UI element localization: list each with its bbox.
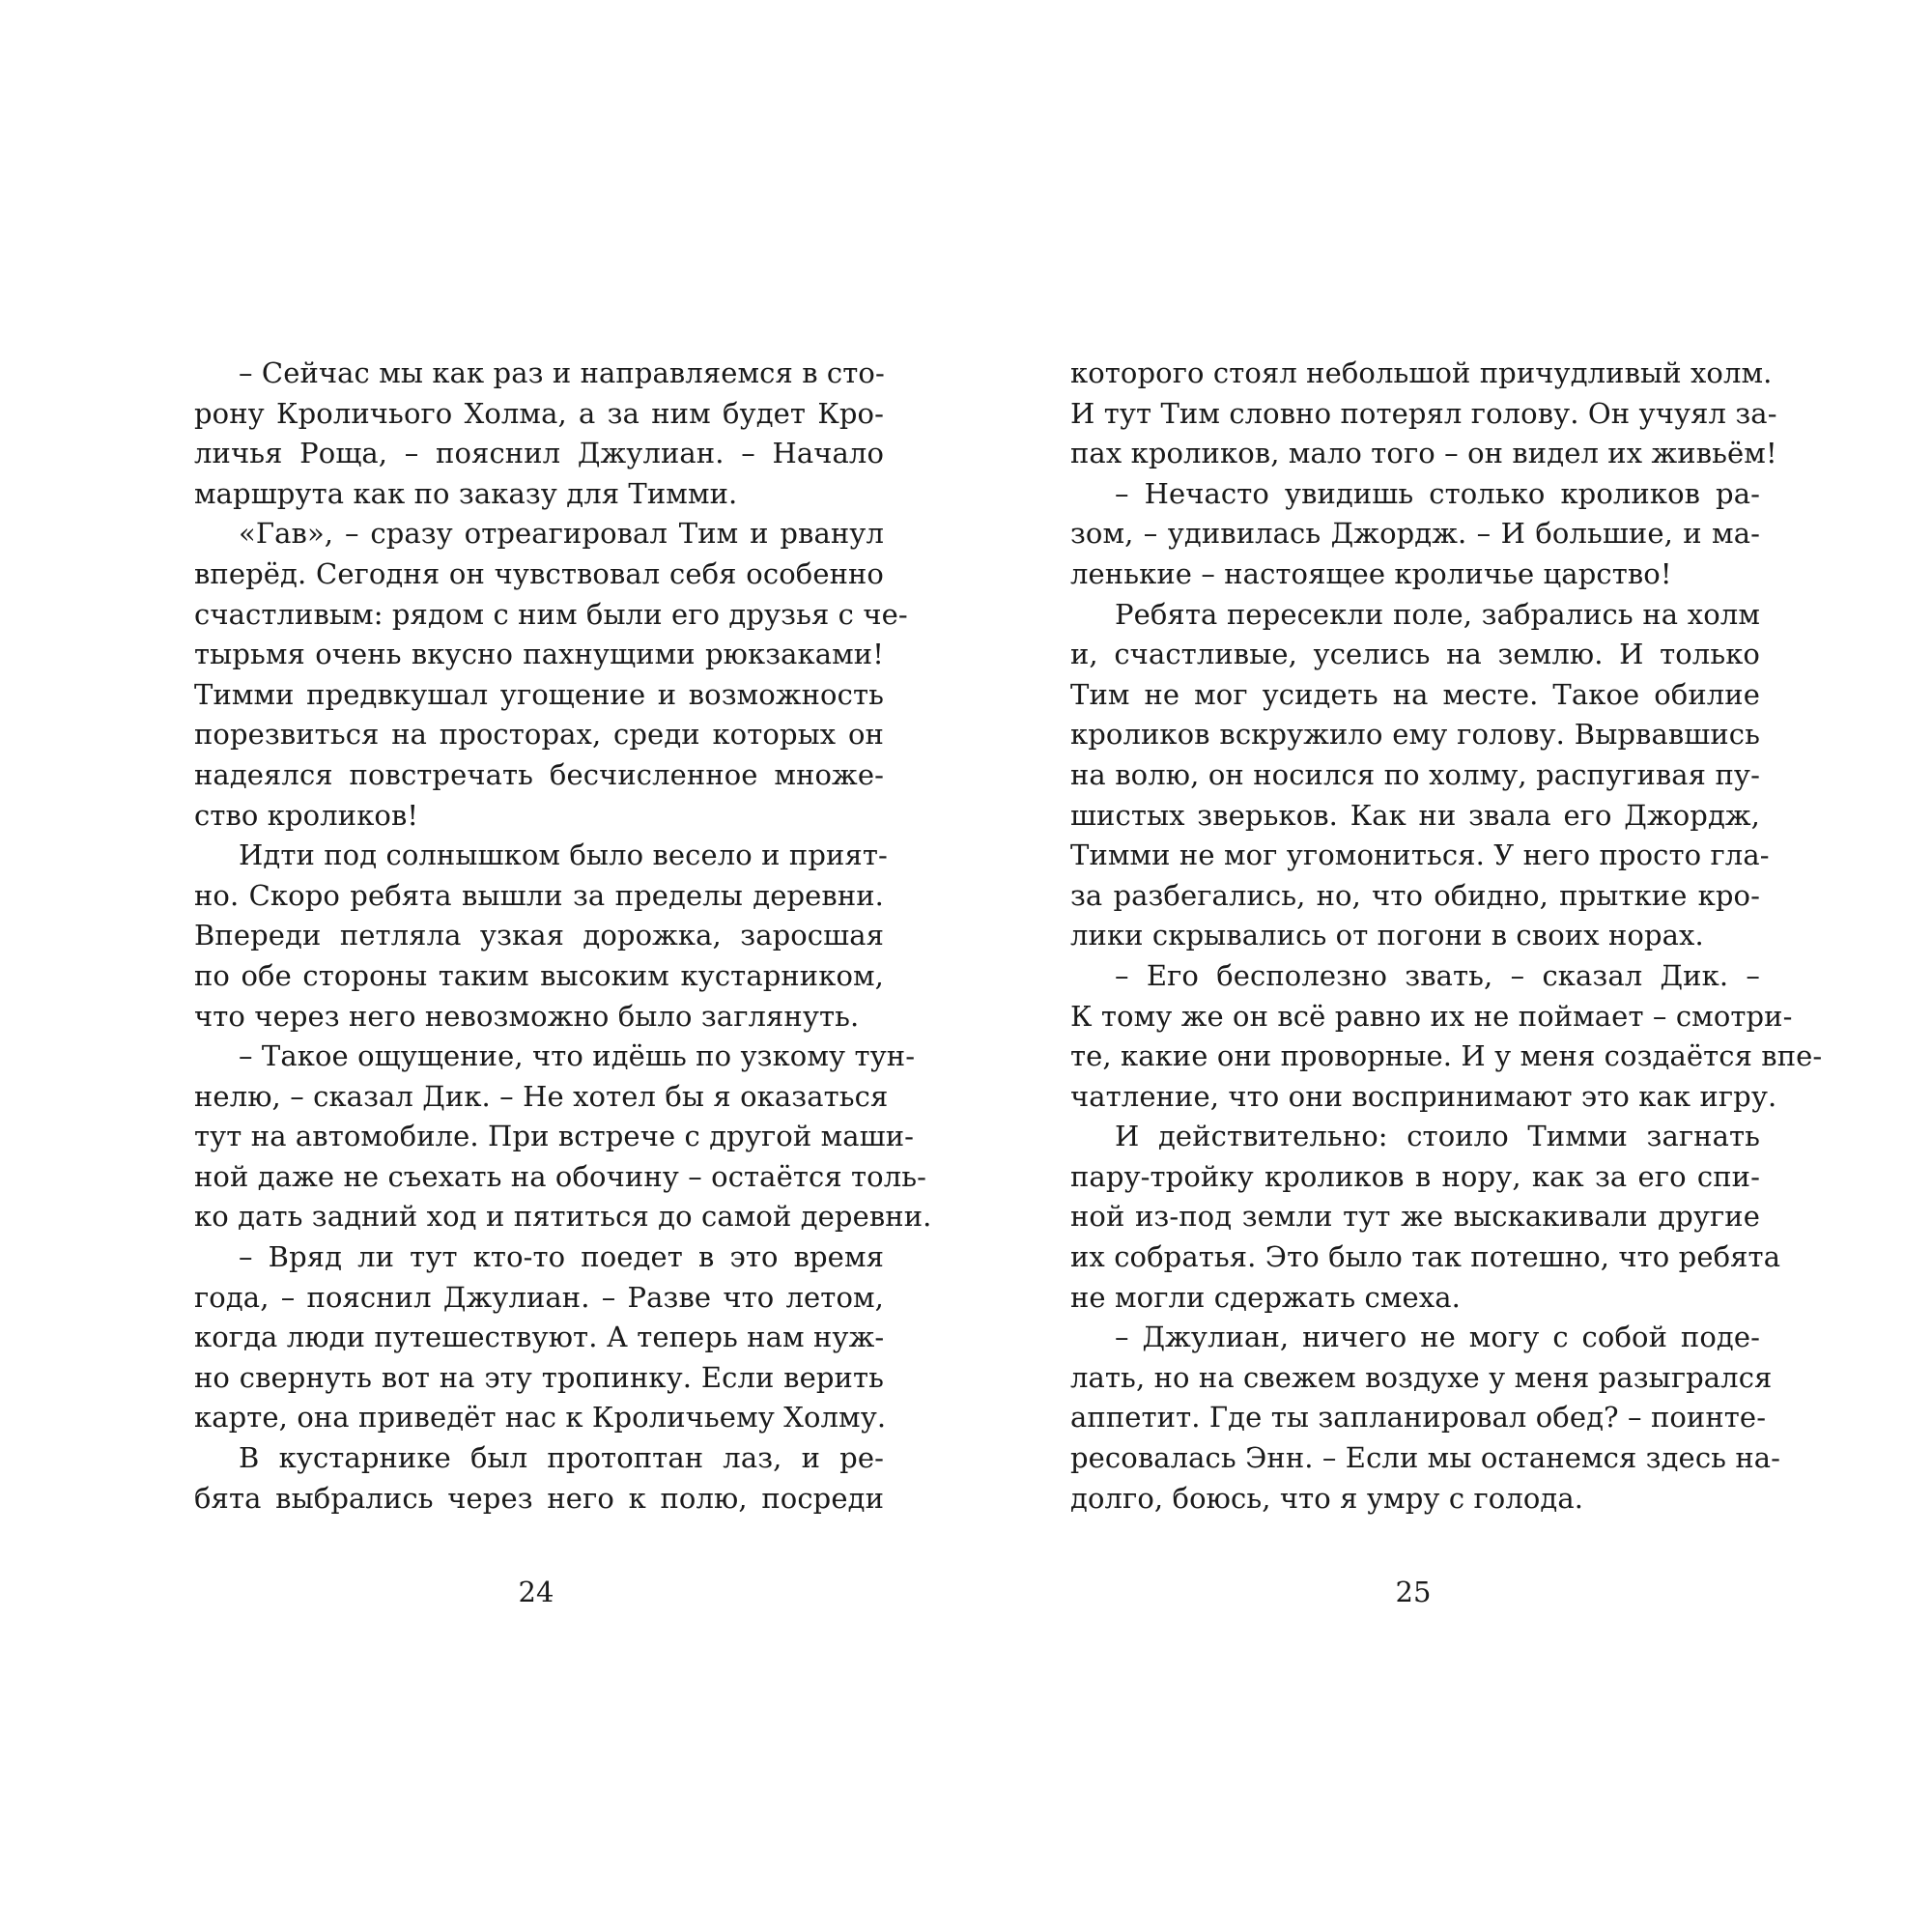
text-line: «Гав», – сразу отреагировал Тим и рванул	[239, 517, 884, 551]
text-line: аппетит. Где ты запланировал обед? – поинте-	[1070, 1401, 1767, 1435]
left-page	[194, 354, 932, 1519]
text-line: но. Скоро ребята вышли за пределы деревни.	[194, 878, 884, 912]
text-line: пару-тройку кроликов в нору, как за его спи-	[1070, 1159, 1760, 1193]
text-line: рону Кроличього Холма, а за ним будет Кро-	[194, 396, 884, 430]
text-line: Тимми предвкушал угощение и возможность	[194, 677, 884, 711]
text-line: их собратья. Это было так потешно, что ребята	[1070, 1240, 1781, 1274]
text-line: Идти под солнышком было весело и прият-	[239, 838, 888, 872]
text-line: И тут Тим словно потерял голову. Он учуял за-	[1070, 396, 1777, 430]
text-line: лать, но на свежем воздухе у меня разыгрался	[1070, 1360, 1773, 1394]
text-line: маршрута как по заказу для Тимми.	[194, 476, 738, 510]
text-line: лики скрывались от погони в своих норах.	[1070, 919, 1704, 952]
text-line: – Нечасто увидишь столько кроликов ра-	[1115, 476, 1760, 510]
text-line: ресовалась Энн. – Если мы останемся здесь на-	[1070, 1441, 1781, 1475]
text-line: Ребята пересекли поле, забрались на холм	[1115, 597, 1760, 631]
text-line: те, какие они проворные. И у меня создаётся впе-	[1070, 1039, 1823, 1073]
text-line: по обе стороны таким высоким кустарником,	[194, 958, 884, 992]
text-line: ленькие – настоящее кроличье царство!	[1070, 556, 1672, 590]
text-line: тырьмя очень вкусно пахнущими рюкзаками!	[194, 638, 884, 671]
text-line: не могли сдержать смеха.	[1070, 1280, 1461, 1314]
text-line: ной даже не съехать на обочину – остаётся толь-	[194, 1159, 927, 1193]
text-line: И действительно: стоило Тимми загнать	[1115, 1120, 1760, 1153]
text-line: тут на автомобиле. При встрече с другой маши-	[194, 1120, 915, 1153]
page-number-right: 25	[1395, 1576, 1432, 1608]
text-line: – Джулиан, ничего не могу с собой поде-	[1115, 1321, 1760, 1354]
text-line: – Вряд ли тут кто-то поедет в это время	[239, 1240, 884, 1274]
text-line: вперёд. Сегодня он чувствовал себя особенно	[194, 556, 884, 590]
text-line: – Такое ощущение, что идёшь по узкому тун-	[239, 1039, 916, 1073]
text-line: Тимми не мог угомониться. У него просто гла-	[1070, 838, 1770, 872]
text-line: ство кроликов!	[194, 798, 419, 832]
text-line: и, счастливые, уселись на землю. И только	[1070, 638, 1760, 671]
text-line: карте, она приведёт нас к Кроличьему Холму.	[194, 1401, 887, 1435]
text-line: надеялся повстречать бесчисленное множе-	[194, 757, 884, 791]
text-line: что через него невозможно было заглянуть.	[194, 999, 860, 1033]
text-line: за разбегались, но, что обидно, прыткие кро-	[1070, 878, 1760, 912]
text-line: года, – пояснил Джулиан. – Разве что летом,	[194, 1280, 884, 1314]
text-line: Впереди петляла узкая дорожка, заросшая	[194, 919, 884, 952]
text-line: – Его бесполезно звать, – сказал Дик. –	[1115, 958, 1760, 992]
text-line: В кустарнике был протоптан лаз, и ре-	[239, 1441, 884, 1475]
text-line: ной из-под земли тут же выскакивали другие	[1070, 1200, 1760, 1234]
right-page	[1070, 354, 1823, 1519]
text-line: чатление, что они воспринимают это как игру.	[1070, 1079, 1777, 1113]
text-line: когда люди путешествуют. А теперь нам нуж-	[194, 1321, 885, 1354]
text-line: которого стоял небольшой причудливый холм.	[1070, 356, 1773, 389]
page-number-left: 24	[518, 1576, 554, 1608]
text-line: долго, боюсь, что я умру с голода.	[1070, 1481, 1584, 1515]
text-line: личья Роща, – пояснил Джулиан. – Начало	[194, 437, 884, 470]
text-line: нелю, – сказал Дик. – Не хотел бы я оказаться	[194, 1079, 889, 1113]
text-line: но свернуть вот на эту тропинку. Если верить	[194, 1360, 884, 1394]
text-line: К тому же он всё равно их не поймает – смотри-	[1070, 999, 1793, 1033]
text-line: зом, – удивилась Джордж. – И большие, и ма-	[1070, 517, 1760, 551]
text-line: – Сейчас мы как раз и направляемся в сто-	[239, 356, 885, 389]
text-line: пах кроликов, мало того – он видел их живьём!	[1070, 437, 1777, 470]
text-line: ко дать задний ход и пятиться до самой деревни.	[194, 1200, 932, 1234]
text-line: бята выбрались через него к полю, посреди	[194, 1481, 884, 1515]
text-line: порезвиться на просторах, среди которых он	[194, 718, 884, 752]
text-line: Тим не мог усидеть на месте. Такое обилие	[1070, 677, 1760, 711]
text-line: кроликов вскружило ему голову. Вырвавшись	[1070, 718, 1760, 752]
text-line: шистых зверьков. Как ни звала его Джордж,	[1070, 798, 1760, 832]
text-line: счастливым: рядом с ним были его друзья с че-	[194, 597, 908, 631]
text-line: на волю, он носился по холму, распугивая пу-	[1070, 757, 1760, 791]
